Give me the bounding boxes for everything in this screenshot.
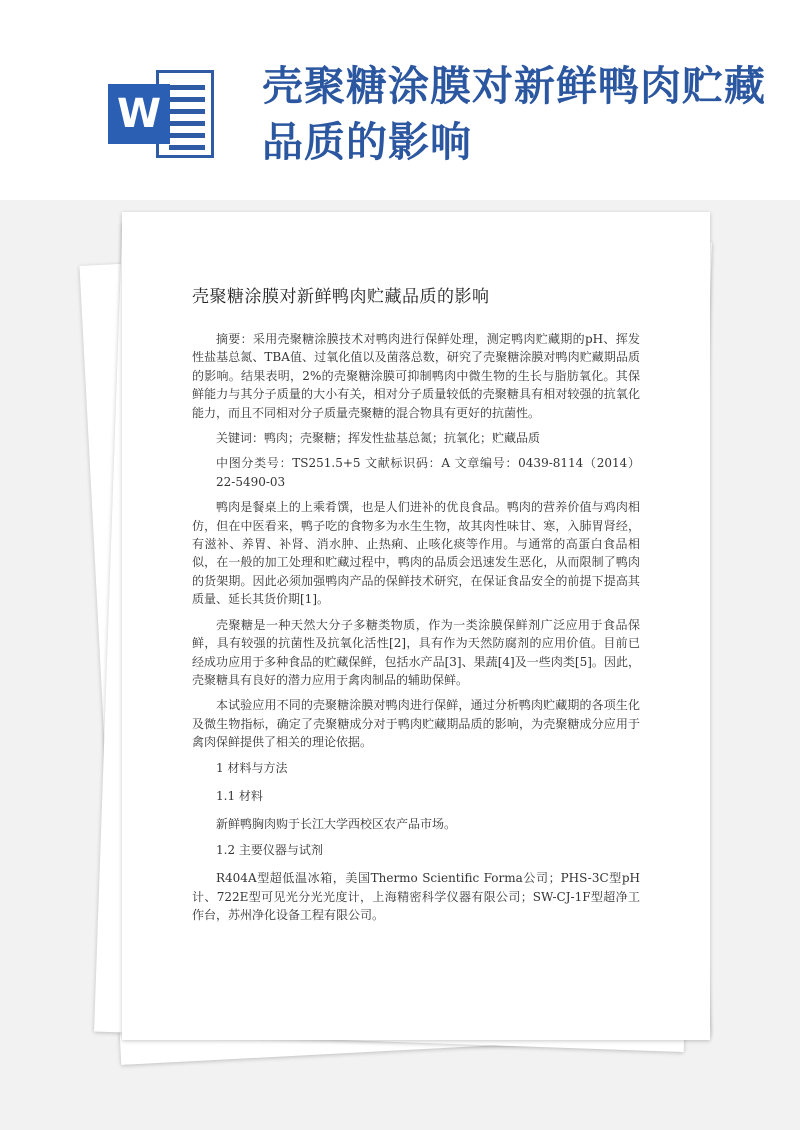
document-body (192, 330, 640, 931)
section-1-1-text: 新鲜鸭胸肉购于长江大学西校区农产品市场。 (216, 817, 457, 832)
paper-title: 壳聚糖涂膜对新鲜鸭肉贮藏品质的影响 (192, 287, 490, 307)
classification-info: 中图分类号：TS251.5+5 文献标识码：A 文章编号：0439-8114（2014）22-5490-03 (216, 456, 640, 489)
intro-paragraph-1: 鸭肉是餐桌上的上乘肴馔，也是人们进补的优良食品。鸭肉的营养价值与鸡肉相仿，但在中医看来，鸭子吃的食物多为水生生物，故其肉性味甘、寒，入肺胃肾经，有滋补、养胃、补肾、消水肿、止热痢、止咳化痰等作用。与通常的高蛋白食品相似，在一般的加工处理和贮藏过程中，鸭肉的品质会迅速发生恶化，从而限制了鸭肉的货架期。因此必须加强鸭肉产品的保鲜技术研究，在保证食品安全的前提下提高其质量、延长其货价期[1]。 (192, 500, 640, 607)
banner (0, 0, 800, 200)
word-document-icon (108, 70, 216, 158)
intro-paragraph-2: 壳聚糖是一种天然大分子多糖类物质，作为一类涂膜保鲜剂广泛应用于食品保鲜，具有较强的抗菌性及抗氧化活性[2]，具有作为天然防腐剂的应用价值。目前已经成功应用于多种食品的贮藏保鲜，包括水产品[3]、果蔬[4]及一些肉类[5]。因此，壳聚糖具有良好的潜力应用于禽肉制品的辅助保鲜。 (192, 617, 640, 687)
section-heading-1-1: 1.1 材料 (216, 788, 263, 803)
abstract: 摘要：采用壳聚糖涂膜技术对鸭肉进行保鲜处理，测定鸭肉贮藏期的pH、挥发性盐基总氮、TBA值、过氧化值以及菌落总数，研究了壳聚糖涂膜对鸭肉贮藏期品质的影响。结果表明，2%的壳聚糖涂膜可抑制鸭肉中微生物的生长与脂肪氧化。其保鲜能力与其分子质量的大小有关，相对分子质量较低的壳聚糖具有相对较强的抗氧化能力，而且不同相对分子质量壳聚糖的混合物具有更好的抗菌性。 (192, 332, 640, 420)
section-1-2-text: R404A型超低温冰箱，美国Thermo Scientific Forma公司；PHS-3C型pH计、722E型可见光分光光度计，上海精密科学仪器有限公司；SW-CJ-1F型超净工作台，苏州净化设备工程有限公司。 (192, 871, 640, 922)
banner-title: 壳聚糖涂膜对新鲜鸭肉贮藏品质的影响 (262, 62, 766, 166)
word-badge-icon: W (108, 84, 170, 144)
keywords: 关键词：鸭肉；壳聚糖；挥发性盐基总氮；抗氧化；贮藏品质 (216, 431, 541, 446)
section-heading-1: 1 材料与方法 (216, 760, 288, 775)
section-heading-1-2: 1.2 主要仪器与试剂 (216, 842, 323, 857)
intro-paragraph-3: 本试验应用不同的壳聚糖涂膜对鸭肉进行保鲜，通过分析鸭肉贮藏期的各项生化及微生物指标，确定了壳聚糖成分对于鸭肉贮藏期品质的影响，为壳聚糖成分应用于禽肉保鲜提供了相关的理论依据。 (192, 698, 640, 750)
